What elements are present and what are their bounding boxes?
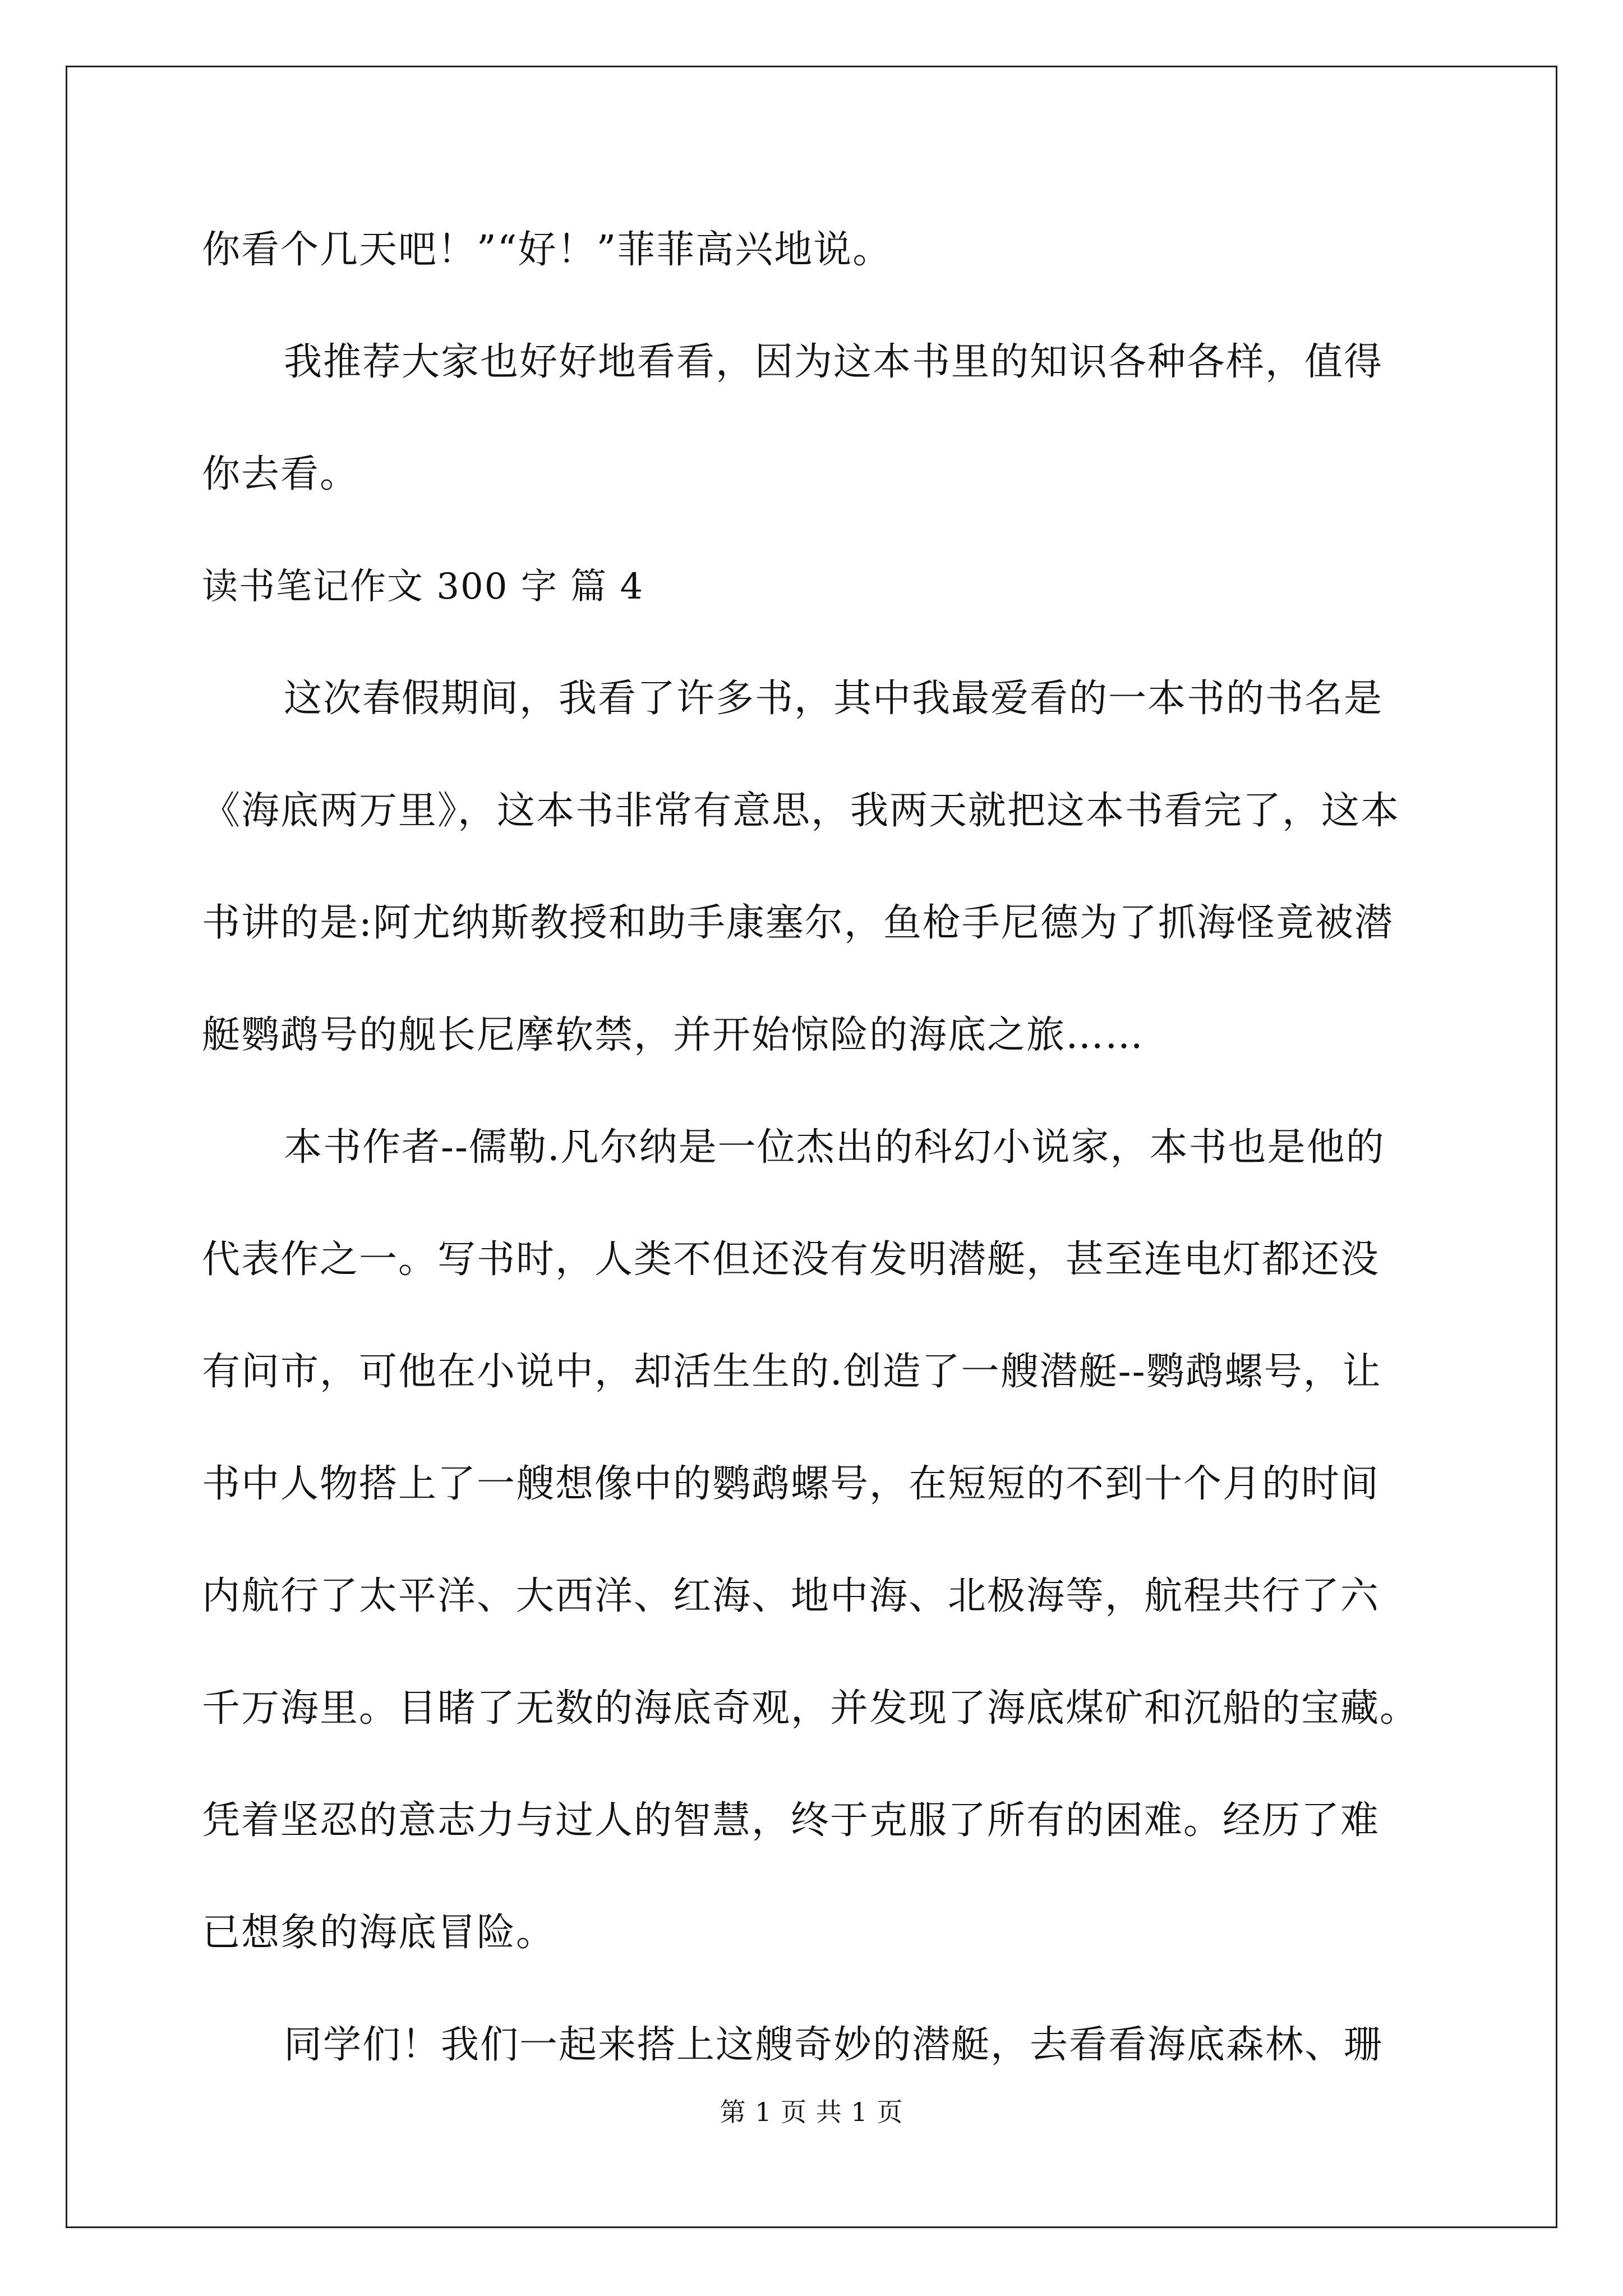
- text-line: 内航行了太平洋、大西洋、红海、地中海、北极海等，航程共行了六: [202, 1574, 1380, 1618]
- page-number-footer: 第 1 页 共 1 页: [720, 2097, 903, 2127]
- text-line: 代表作之一。写书时，人类不但还没有发明潜艇，甚至连电灯都还没: [202, 1237, 1380, 1282]
- text-line: 本书作者--儒勒.凡尔纳是一位杰出的科幻小说家，本书也是他的: [284, 1125, 1385, 1170]
- text-line: 这次春假期间，我看了许多书，其中我最爱看的一本书的书名是: [284, 677, 1384, 721]
- section-heading: 读书笔记作文 300 字 篇 4: [202, 566, 644, 608]
- text-line: 已想象的海底冒险。: [202, 1911, 556, 1955]
- text-line: 同学们！我们一起来搭上这艘奇妙的潜艇，去看看海底森林、珊: [284, 2023, 1384, 2067]
- document-body: [202, 194, 1436, 2101]
- text-line: 书讲的是:阿尤纳斯教授和助手康塞尔，鱼枪手尼德为了抓海怪竟被潜: [202, 901, 1394, 945]
- text-line: 我推荐大家也好好地看看，因为这本书里的知识各种各样，值得: [284, 340, 1384, 384]
- text-line: 《海底两万里》，这本书非常有意思，我两天就把这本书看完了，这本: [202, 789, 1400, 833]
- text-line: 凭着坚忍的意志力与过人的智慧，终于克服了所有的困难。经历了难: [202, 1798, 1380, 1843]
- text-line: 你看个几天吧！”“好！”菲菲高兴地说。: [202, 228, 892, 272]
- text-line: 书中人物搭上了一艘想像中的鹦鹉螺号，在短短的不到十个月的时间: [202, 1462, 1380, 1506]
- text-line: 千万海里。目睹了无数的海底奇观，并发现了海底煤矿和沉船的宝藏。: [202, 1686, 1419, 1731]
- text-line: 有问市，可他在小说中，却活生生的.创造了一艘潜艇--鹦鹉螺号，让: [202, 1350, 1382, 1394]
- text-line: 你去看。: [202, 452, 359, 496]
- text-line: 艇鹦鹉号的舰长尼摩软禁，并开始惊险的海底之旅……: [202, 1013, 1145, 1057]
